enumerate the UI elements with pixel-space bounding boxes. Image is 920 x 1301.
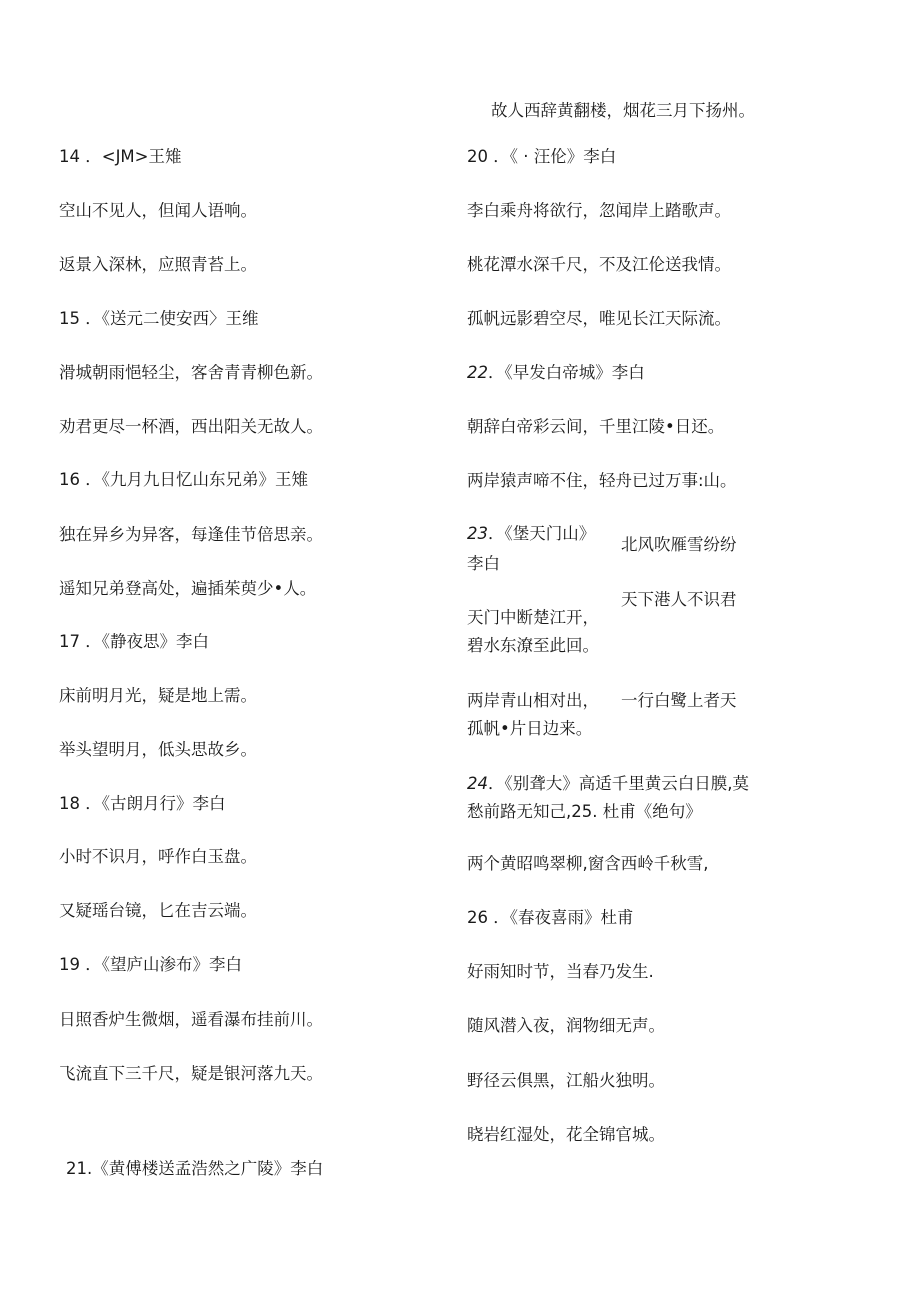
- poem-17-heading: 17 ．《静夜思》李白: [59, 632, 209, 651]
- poem-23-line-3: 两岸青山相对出，: [467, 691, 599, 710]
- poem-side-line-2: 天下港人不识君: [621, 590, 737, 609]
- poem-23-heading: [467, 526, 595, 543]
- poem-18-line-1: 小时不识月，呼作白玉盘。: [59, 847, 257, 866]
- poem-17-line-2: 举头望明月，低头思故乡。: [59, 740, 257, 759]
- poem-16-heading: 16 ．《九月九日忆山东兄弟》王雉: [59, 470, 308, 489]
- poem-14-line-2: 返景入深林，应照青苔上。: [59, 255, 257, 274]
- poem-18-line-2: 又疑瑶台镜，匕在吉云端。: [59, 901, 257, 920]
- poem-14-line-1: 空山不见人，但闻人语响。: [59, 201, 257, 220]
- poem-22-number: 22: [467, 363, 488, 382]
- poem-19-line-2: 飞流直下三千尺，疑是银河落九天。: [59, 1064, 323, 1083]
- poem-16-line-2: 遥知兄弟登高处，遍插茱萸少•人。: [59, 579, 317, 598]
- poem-25-line-1: 两个黄昭鸣翠柳,窗含西岭千秋雪,: [467, 854, 709, 873]
- poem-22-line-1: 朝辞白帝彩云间，千里江陵•日还。: [467, 417, 725, 436]
- poem-18-heading: 18 ．《古朗月行》李白: [59, 794, 226, 813]
- poem-23-line-4: 孤帆•片日边来。: [467, 719, 593, 738]
- poem-15-line-1: 滑城朝雨悒轻尘，客舍青青柳色新。: [59, 363, 323, 382]
- poem-22-title: ．《早发白帝城》李白: [488, 363, 645, 382]
- poem-24-line-1: [467, 776, 749, 793]
- poem-26-line-4: 晓岩红湿处，花全锦官城。: [467, 1125, 665, 1144]
- poem-26-heading: 26 ．《春夜喜雨》杜甫: [467, 908, 634, 927]
- poem-26-line-1: 好雨知时节，当春乃发生.: [467, 962, 654, 981]
- poem-14-heading: 14 ．<JM>王雉: [59, 147, 182, 166]
- poem-24-text: ．《别聋大》高适千里黄云白日膜,莫: [488, 774, 749, 793]
- poem-side-line-3: 一行白鹭上者天: [621, 691, 737, 710]
- poem-21-line-1: 故人西辞黄翻楼，烟花三月下扬州。: [491, 101, 755, 120]
- poem-22-line-2: 两岸猿声啼不住，轻舟已过万事:山。: [467, 471, 737, 490]
- poem-20-heading: 20 ．《 · 汪伦》李白: [467, 147, 617, 166]
- poem-23-line-2: 碧水东潦至此回。: [467, 636, 599, 655]
- poem-22-heading: [467, 365, 645, 382]
- poem-24-number: 24: [467, 774, 488, 793]
- poem-19-heading: 19 ．《望庐山渗布》李白: [59, 955, 242, 974]
- poem-16-line-1: 独在异乡为异客，每逢佳节倍思亲。: [59, 525, 323, 544]
- poem-side-line-1: 北风吹雁雪纷纷: [621, 535, 737, 554]
- poem-20-line-1: 李白乘舟将欲行，忽闻岸上踏歌声。: [467, 201, 731, 220]
- poem-23-line-1: 天门中断楚江开，: [467, 608, 599, 627]
- poem-15-heading: 15 ．《送元二使安西〉王维: [59, 309, 259, 328]
- poem-21-heading: 21.《黄傅楼送孟浩然之广陵》李白: [66, 1159, 324, 1178]
- poem-23-number: 23: [467, 524, 488, 543]
- poem-24-line-2: 愁前路无知己,25. 杜甫《绝句》: [467, 802, 702, 821]
- poem-19-line-1: 日照香炉生微烟，遥看瀑布挂前川。: [59, 1010, 323, 1029]
- poem-15-line-2: 劝君更尽一杯酒，西出阳关无故人。: [59, 417, 323, 436]
- poem-26-line-2: 随风潜入夜，润物细无声。: [467, 1016, 665, 1035]
- poem-21-line-3: 孤帆远影碧空尽，唯见长江天际流。: [467, 309, 731, 328]
- poem-20-line-2: 桃花潭水深千尺，不及江伦送我情。: [467, 255, 731, 274]
- poem-23-author: 李白: [467, 554, 500, 573]
- poem-23-title: ．《堡天门山》: [488, 524, 596, 543]
- poem-26-line-3: 野径云俱黑，江船火独明。: [467, 1071, 665, 1090]
- poem-17-line-1: 床前明月光，疑是地上需。: [59, 686, 257, 705]
